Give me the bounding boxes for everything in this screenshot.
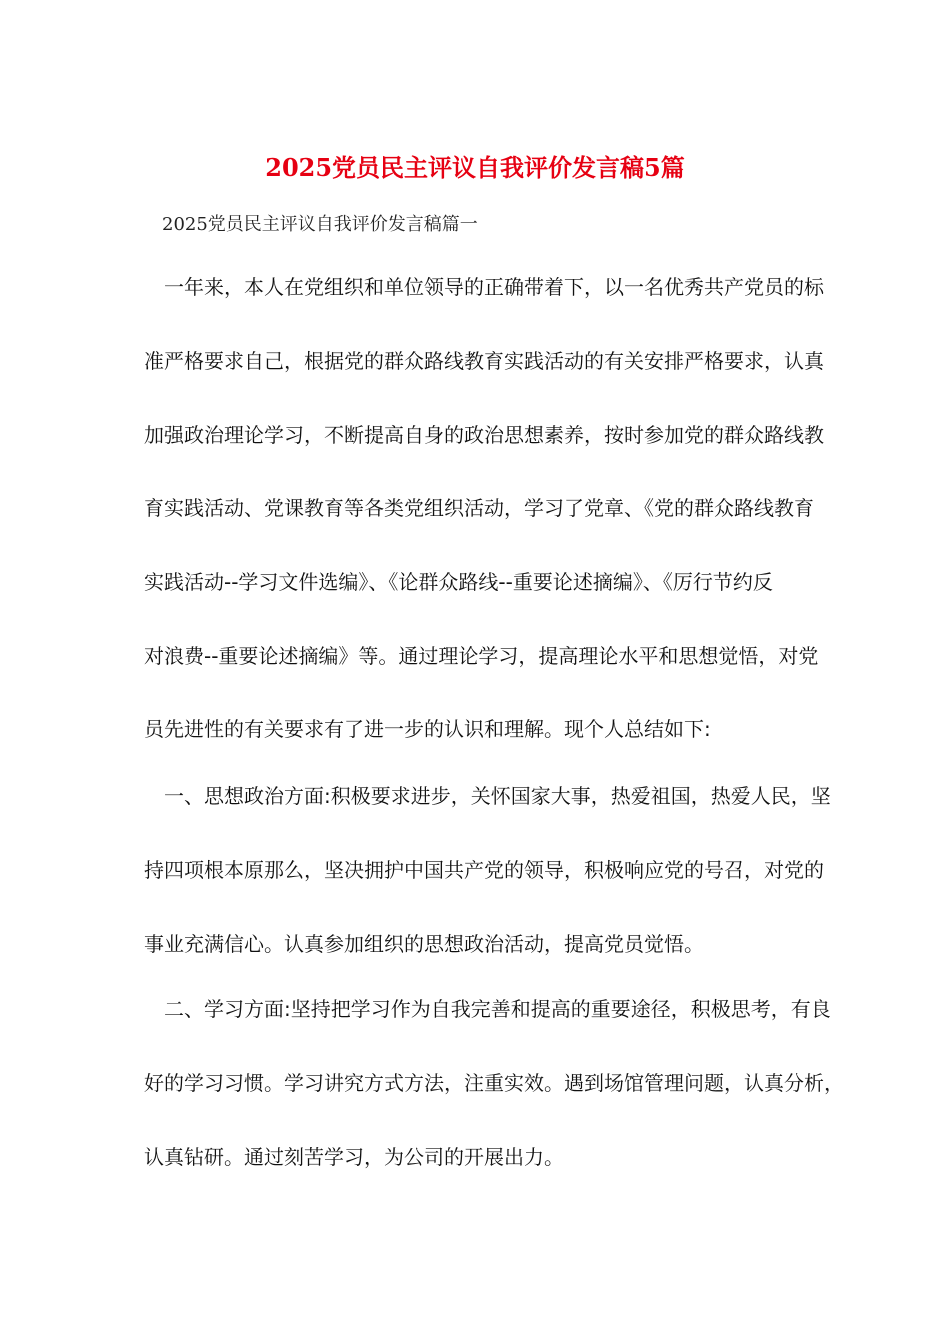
paragraph-line: 一年来，本人在党组织和单位领导的正确带着下，以一名优秀共产党员的标 [144,275,824,299]
paragraph-line: 好的学习习惯。学习讲究方式方法，注重实效。遇到场馆管理问题，认真分析， [144,1071,844,1095]
paragraph-line: 准严格要求自己，根据党的群众路线教育实践活动的有关安排严格要求，认真 [144,349,824,373]
document-title: 2025党员民主评议自我评价发言稿5篇 [265,153,685,182]
section-heading: 2025党员民主评议自我评价发言稿篇一 [162,214,478,235]
paragraph-line: 员先进性的有关要求有了进一步的认识和理解。现个人总结如下: [144,717,711,741]
paragraph-line: 加强政治理论学习，不断提高自身的政治思想素养，按时参加党的群众路线教 [144,423,824,447]
paragraph-line: 实践活动--学习文件选编》、《论群众路线--重要论述摘编》、《厉行节约反 [144,570,773,594]
paragraph-line: 一、思想政治方面:积极要求进步，关怀国家大事，热爱祖国，热爱人民，坚 [144,784,831,808]
paragraph-line: 对浪费--重要论述摘编》等。通过理论学习，提高理论水平和思想觉悟，对党 [144,644,819,668]
paragraph-line: 认真钻研。通过刻苦学习，为公司的开展出力。 [144,1145,564,1169]
paragraph-line: 持四项根本原那么，坚决拥护中国共产党的领导，积极响应党的号召，对党的 [144,858,824,882]
paragraph-line: 事业充满信心。认真参加组织的思想政治活动，提高党员觉悟。 [144,932,704,956]
paragraph-line: 二、学习方面:坚持把学习作为自我完善和提高的重要途径，积极思考，有良 [144,997,831,1021]
paragraph-line: 育实践活动、党课教育等各类党组织活动，学习了党章、《党的群众路线教育 [144,496,814,520]
